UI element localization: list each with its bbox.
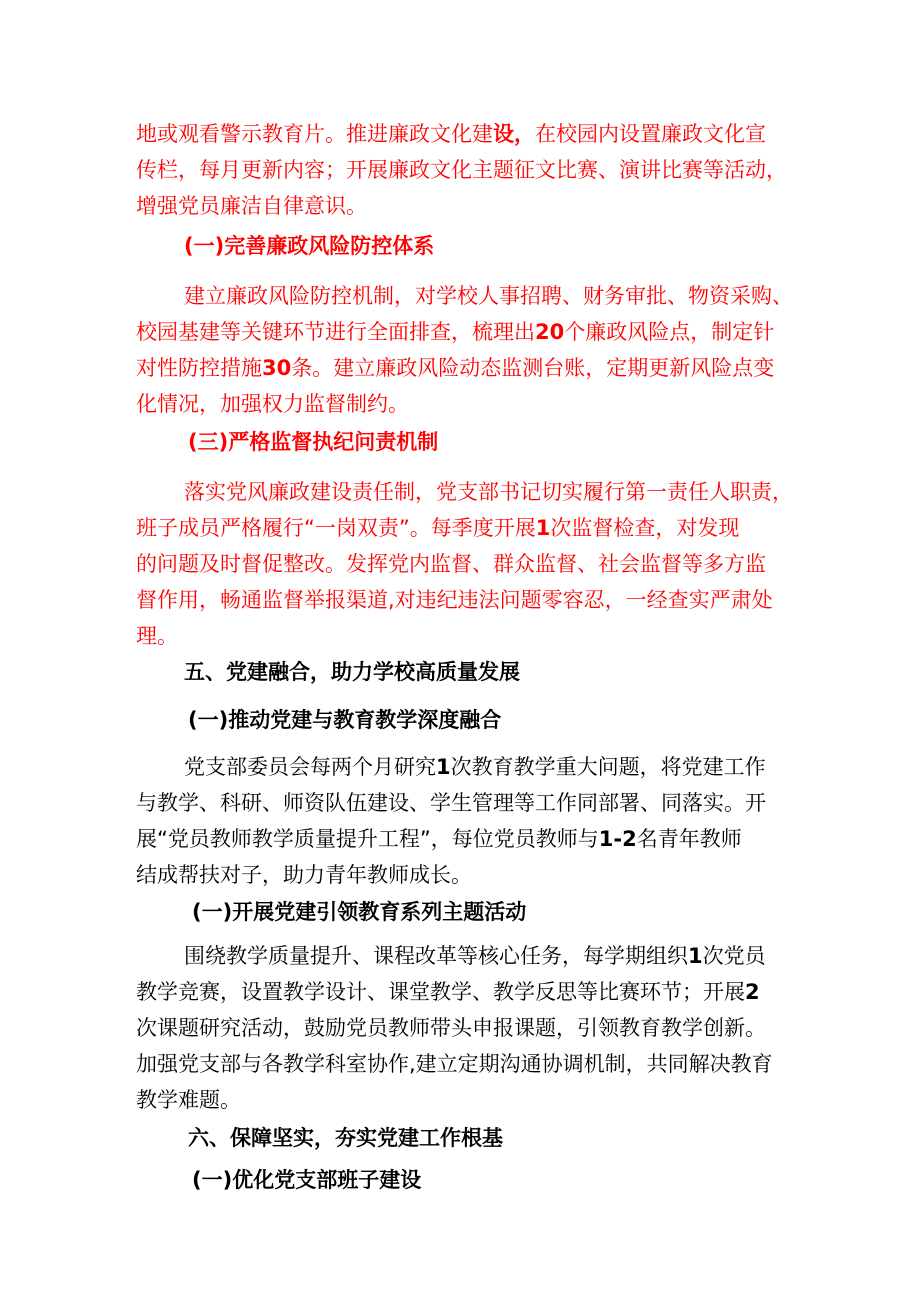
text-line: 的问题及时督促整改。发挥党内监督、群众监督、社会监督等多方监 [136,552,766,576]
text-line: 落实党风廉政建设责任制，党支部书记切实履行第一责任人职责， [184,480,793,504]
chapter-heading-five: 五、党建融合，助力学校高质量发展 [184,660,520,684]
text-line: 对性防控措施30条。建立廉政风险动态监测台账，定期更新风险点变 [136,356,775,380]
section-heading-integration: (一)推动党建与教育教学深度融合 [188,708,502,732]
text-line: 增强党员廉洁自律意识。 [136,194,367,218]
text-line: 化情况，加强权力监督制约。 [136,392,409,416]
chapter-heading-six: 六、保障坚实，夯实党建工作根基 [188,1126,503,1150]
paragraph-integration [136,749,796,893]
section-heading-risk-control: (一)完善廉政风险防控体系 [184,234,435,258]
text-line: 次课题研究活动，鼓励党员教师带头申报课题，引领教育教学创新。 [136,1016,766,1040]
text-line: 围绕教学质量提升、课程改革等核心任务，每学期组织1次党员 [184,944,766,968]
paragraph-themed-activities [136,938,796,1118]
section-heading-themed-activities: (一)开展党建引领教育系列主题活动 [192,900,527,924]
text-line: 教学难题。 [136,1088,241,1112]
paragraph-risk-control [136,278,796,422]
paragraph-supervision [136,474,796,654]
text-line: 展“党员教师教学质量提升工程”，每位党员教师与1-2名青年教师 [136,827,742,851]
section-heading-leadership: (一)优化党支部班子建设 [192,1168,422,1192]
text-line: 党支部委员会每两个月研究1次教育教学重大问题，将党建工作 [184,755,766,779]
text-line: 班子成员严格履行“一岗双责”。每季度开展1次监督检查，对发现 [136,516,740,540]
text-line: 建立廉政风险防控机制，对学校人事招聘、财务审批、物资采购、 [184,284,793,308]
text-line: 与教学、科研、师资队伍建设、学生管理等工作同部署、同落实。开 [136,791,766,815]
paragraph-integrity-culture [136,116,796,224]
text-line: 督作用，畅通监督举报渠道,对违纪违法问题零容忍，一经查实严肃处 [136,588,773,612]
text-line: 教学竞赛，设置教学设计、课堂教学、教学反思等比赛环节；开展2 [136,980,760,1004]
text-line: 结成帮扶对子，助力青年教师成长。 [136,863,472,887]
section-heading-supervision: (三)严格监督执纪问责机制 [188,430,439,454]
text-line: 地或观看警示教育片。推进廉政文化建设，在校园内设置廉政文化宣 [136,122,766,146]
text-line: 校园基建等关键环节进行全面排查，梳理出20个廉政风险点，制定针 [136,320,775,344]
text-line: 加强党支部与各教学科室协作,建立定期沟通协调机制，共同解决教育 [136,1052,773,1076]
text-line: 理。 [136,624,178,648]
text-line: 传栏，每月更新内容；开展廉政文化主题征文比赛、演讲比赛等活动， [136,158,787,182]
